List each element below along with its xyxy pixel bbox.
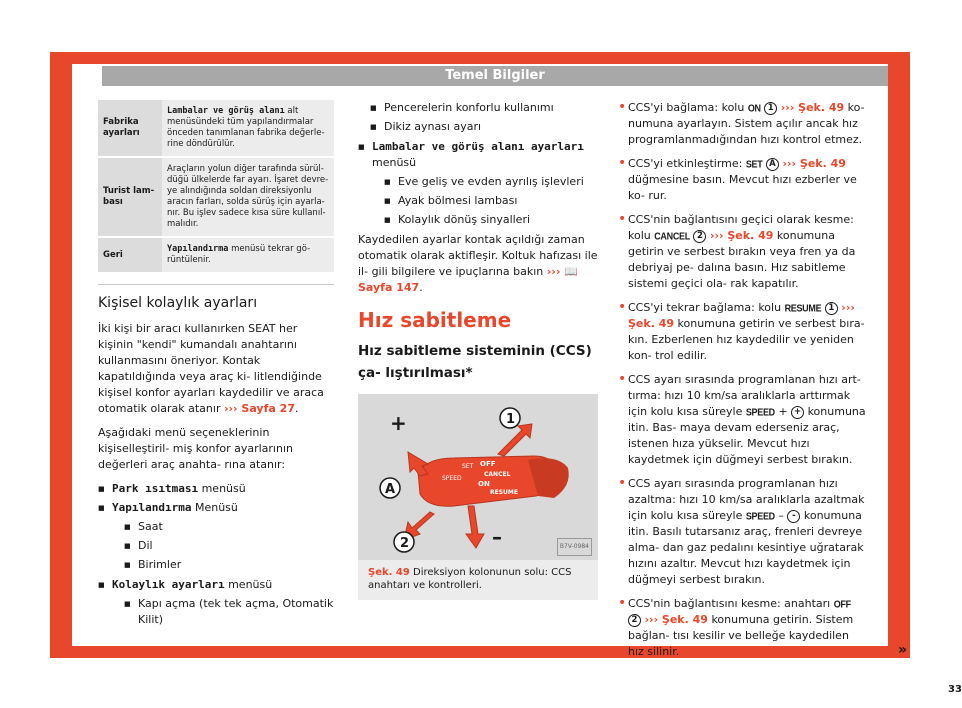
paragraph: Kaydedilen ayarlar kontak açıldığı zaman otomatik olarak aktifleşir. Koltuk hafızası ile il- gili bilgilere ve ipuçlarına bakın ››› 📖 Sayfa 147.	[358, 233, 598, 294]
key-cancel: CANCEL	[654, 230, 690, 242]
list-item: ■ Saat	[124, 519, 334, 535]
list-item: ■ Yapılandırma Menüsü ■ Saat ■ Dil ■ Birimler	[98, 500, 334, 573]
bullet-item: • CCS'nin bağlantısını kesme: anahtarı OFF 2 ››› Şek. 49 konumuna getirin. Sistem bağlan- tısı kesilir ve belleğe kaydedilen hız silinir.	[618, 596, 866, 660]
manual-page	[72, 64, 962, 695]
minus-label: –	[492, 525, 502, 549]
figure-caption: Şek. 49 Direksiyon kolonunun solu: CCS anahtarı ve kontrolleri.	[358, 560, 598, 600]
chapter-header: Temel Bilgiler	[102, 66, 888, 86]
callout-1: 1	[506, 412, 516, 427]
figure-code: B7V-0984	[557, 538, 592, 556]
section-divider	[98, 284, 334, 285]
plus-symbol: +	[791, 406, 804, 419]
callout-ref: 1	[764, 102, 777, 115]
menu-list	[358, 139, 598, 228]
figure-link[interactable]: ››› Şek. 49	[780, 101, 845, 114]
table-key: Geri	[98, 237, 162, 273]
on-label: ON	[478, 480, 490, 488]
resume-label: RESUME	[490, 489, 518, 496]
list-item: ■ Park ısıtması menüsü	[98, 481, 334, 497]
list-item: ■ Kolaylık ayarları menüsü ■ Kapı açma (tek tek açma, Otomatik Kilit)	[98, 577, 334, 628]
column-left	[98, 100, 334, 632]
bullet-item: • CCS'yi bağlama: kolu ON 1 ››› Şek. 49 ko- numuna ayarlayın. Sistem açılır ancak hız programlanmadığından hızı kontrol etmez.	[618, 100, 866, 148]
key-set: SET	[745, 158, 763, 170]
continued-icon: »	[898, 642, 908, 658]
sub-list	[370, 100, 598, 135]
column-middle	[358, 100, 598, 600]
list-item: ■ Dil	[124, 538, 334, 554]
section-subheading: Hız sabitleme sisteminin (CCS) ça- lıştırılması*	[358, 343, 592, 381]
table-row	[98, 157, 334, 237]
table-key: Turist lam- bası	[98, 157, 162, 237]
callout-ref: 1	[825, 302, 838, 315]
minus-symbol: -	[787, 510, 800, 523]
figure-link[interactable]: ››› Şek. 49	[709, 229, 774, 242]
sub-list	[124, 519, 334, 573]
figure-link[interactable]: ››› Şek. 49	[782, 157, 846, 170]
key-on: ON	[747, 102, 761, 114]
bullet-item: • CCS'yi etkinleştirme: SET A ››› Şek. 49 düğmesine basın. Mevcut hızı ezberler ve ko- rur.	[618, 156, 866, 204]
page-link[interactable]: ››› 📖 Sayfa 147	[358, 265, 578, 294]
figure	[358, 394, 598, 600]
key-resume: RESUME	[784, 302, 822, 314]
bullet-item: • CCS'nin bağlantısını geçici olarak kesme: kolu CANCEL 2 ››› Şek. 49 konumuna getirin ve serbest bırakın veya fren ya da debriyaj pe- dalına basın. Hız sabitleme sistemi geçici ola- rak kapatılır.	[618, 212, 866, 292]
set-label: SET	[462, 463, 474, 470]
menu-list	[98, 481, 334, 628]
callout-a: A	[385, 482, 396, 497]
list-item: ■ Lambalar ve görüş alanı ayarları menüsü ■ Eve geliş ve evden ayrılış işlevleri ■ Ayak bölmesi lambası ■ Kolaylık dönüş sinyalleri	[358, 139, 598, 228]
paragraph: İki kişi bir aracı kullanırken SEAT her kişinin "kendi" kumandalı anahtarını kullanmasını öneriyor. Kontak kapatıldığında veya araç ki- litlendiğinde kişisel konfor ayarları kaydedilir ve araca otomatik olarak atanır ››› Sayfa 27.	[98, 322, 324, 415]
callout-ref: 2	[628, 614, 641, 627]
table-value: Yapılandırma menüsü tekrar gö- rüntülenir.	[162, 237, 334, 273]
key-speed: SPEED	[745, 406, 775, 418]
cruise-control-lever-illustration	[358, 394, 598, 560]
figure-image	[358, 394, 598, 560]
settings-table	[98, 100, 334, 274]
paragraph: Aşağıdaki menü seçeneklerinin kişiselleştiril- miş konfor ayarlarının değerleri araç anahta- rına atanır:	[98, 426, 293, 471]
cancel-label: CANCEL	[484, 471, 511, 478]
sub-list	[124, 596, 334, 628]
figure-link[interactable]: ››› Şek. 49	[628, 301, 855, 330]
list-item: ■ Birimler	[124, 557, 334, 573]
callout-2: 2	[400, 536, 410, 551]
table-row	[98, 100, 334, 157]
key-speed: SPEED	[745, 510, 775, 522]
bullet-item: • CCS ayarı sırasında programlanan hızı azaltma: hızı 10 km/sa aralıklarla azaltmak için kolu kısa süreyle SPEED – - konumuna itin. Basılı tutarsanız araç, frenleri devreye alma- dan gaz pedalını kesintiye uğratarak hızını azaltır. Mevcut hızı kaydetmek için düğmeyi serbest bırakın.	[618, 476, 866, 588]
section-heading: Hız sabitleme	[358, 308, 512, 332]
table-value: Araçların yolun diğer tarafında sürül- düğü ülkelerde far ayarı. İşaret devre- ye alındığında soldan direksiyonlu aracın farları, solda sürüş için ayarla- nır. Bu işlev sadece kısa süre kullanıl- malıdır.	[162, 157, 334, 237]
bullet-item: • CCS ayarı sırasında programlanan hızı art- tırma: hızı 10 km/sa aralıklarla arttırmak için kolu kısa süreyle SPEED + + konumuna itin. Bas- maya devam ederseniz araç, istenen hıza yükselir. Mevcut hızı kaydetmek için düğmeyi serbest bırakın.	[618, 372, 866, 468]
table-row	[98, 237, 334, 273]
bullet-item: • CCS'yi tekrar bağlama: kolu RESUME 1 ››› Şek. 49 konumuna getirin ve serbest bıra- kın. Ezberlenen hız kaydedilir ve yeniden kon- trol edilir.	[618, 300, 866, 364]
sub-list	[384, 174, 598, 228]
list-item: ■ Pencerelerin konforlu kullanımı	[370, 100, 598, 116]
plus-label: +	[390, 411, 407, 435]
list-item: ■ Ayak bölmesi lambası	[384, 193, 598, 209]
table-key: Fabrika ayarları	[98, 100, 162, 157]
list-item: ■ Dikiz aynası ayarı	[370, 119, 598, 135]
column-right	[618, 100, 866, 668]
off-label: OFF	[480, 460, 496, 468]
page-link[interactable]: ››› Sayfa 27	[223, 402, 295, 415]
callout-ref: 2	[693, 230, 706, 243]
callout-ref: A	[766, 158, 779, 171]
page-number: 33	[948, 684, 962, 695]
figure-link[interactable]: ››› Şek. 49	[644, 613, 708, 626]
list-item: ■ Kolaylık dönüş sinyalleri	[384, 212, 598, 228]
table-value: Lambalar ve görüş alanı alt menüsündeki tüm yapılandırmalar önceden tanımlanan fabrika değerle- rine döndürülür.	[162, 100, 334, 157]
key-off: OFF	[833, 598, 851, 610]
list-item: ■ Eve geliş ve evden ayrılış işlevleri	[384, 174, 598, 190]
section-title: Kişisel kolaylık ayarları	[98, 295, 258, 311]
list-item: ■ Kapı açma (tek tek açma, Otomatik Kilit)	[124, 596, 334, 628]
speed-label: SPEED	[442, 475, 462, 482]
